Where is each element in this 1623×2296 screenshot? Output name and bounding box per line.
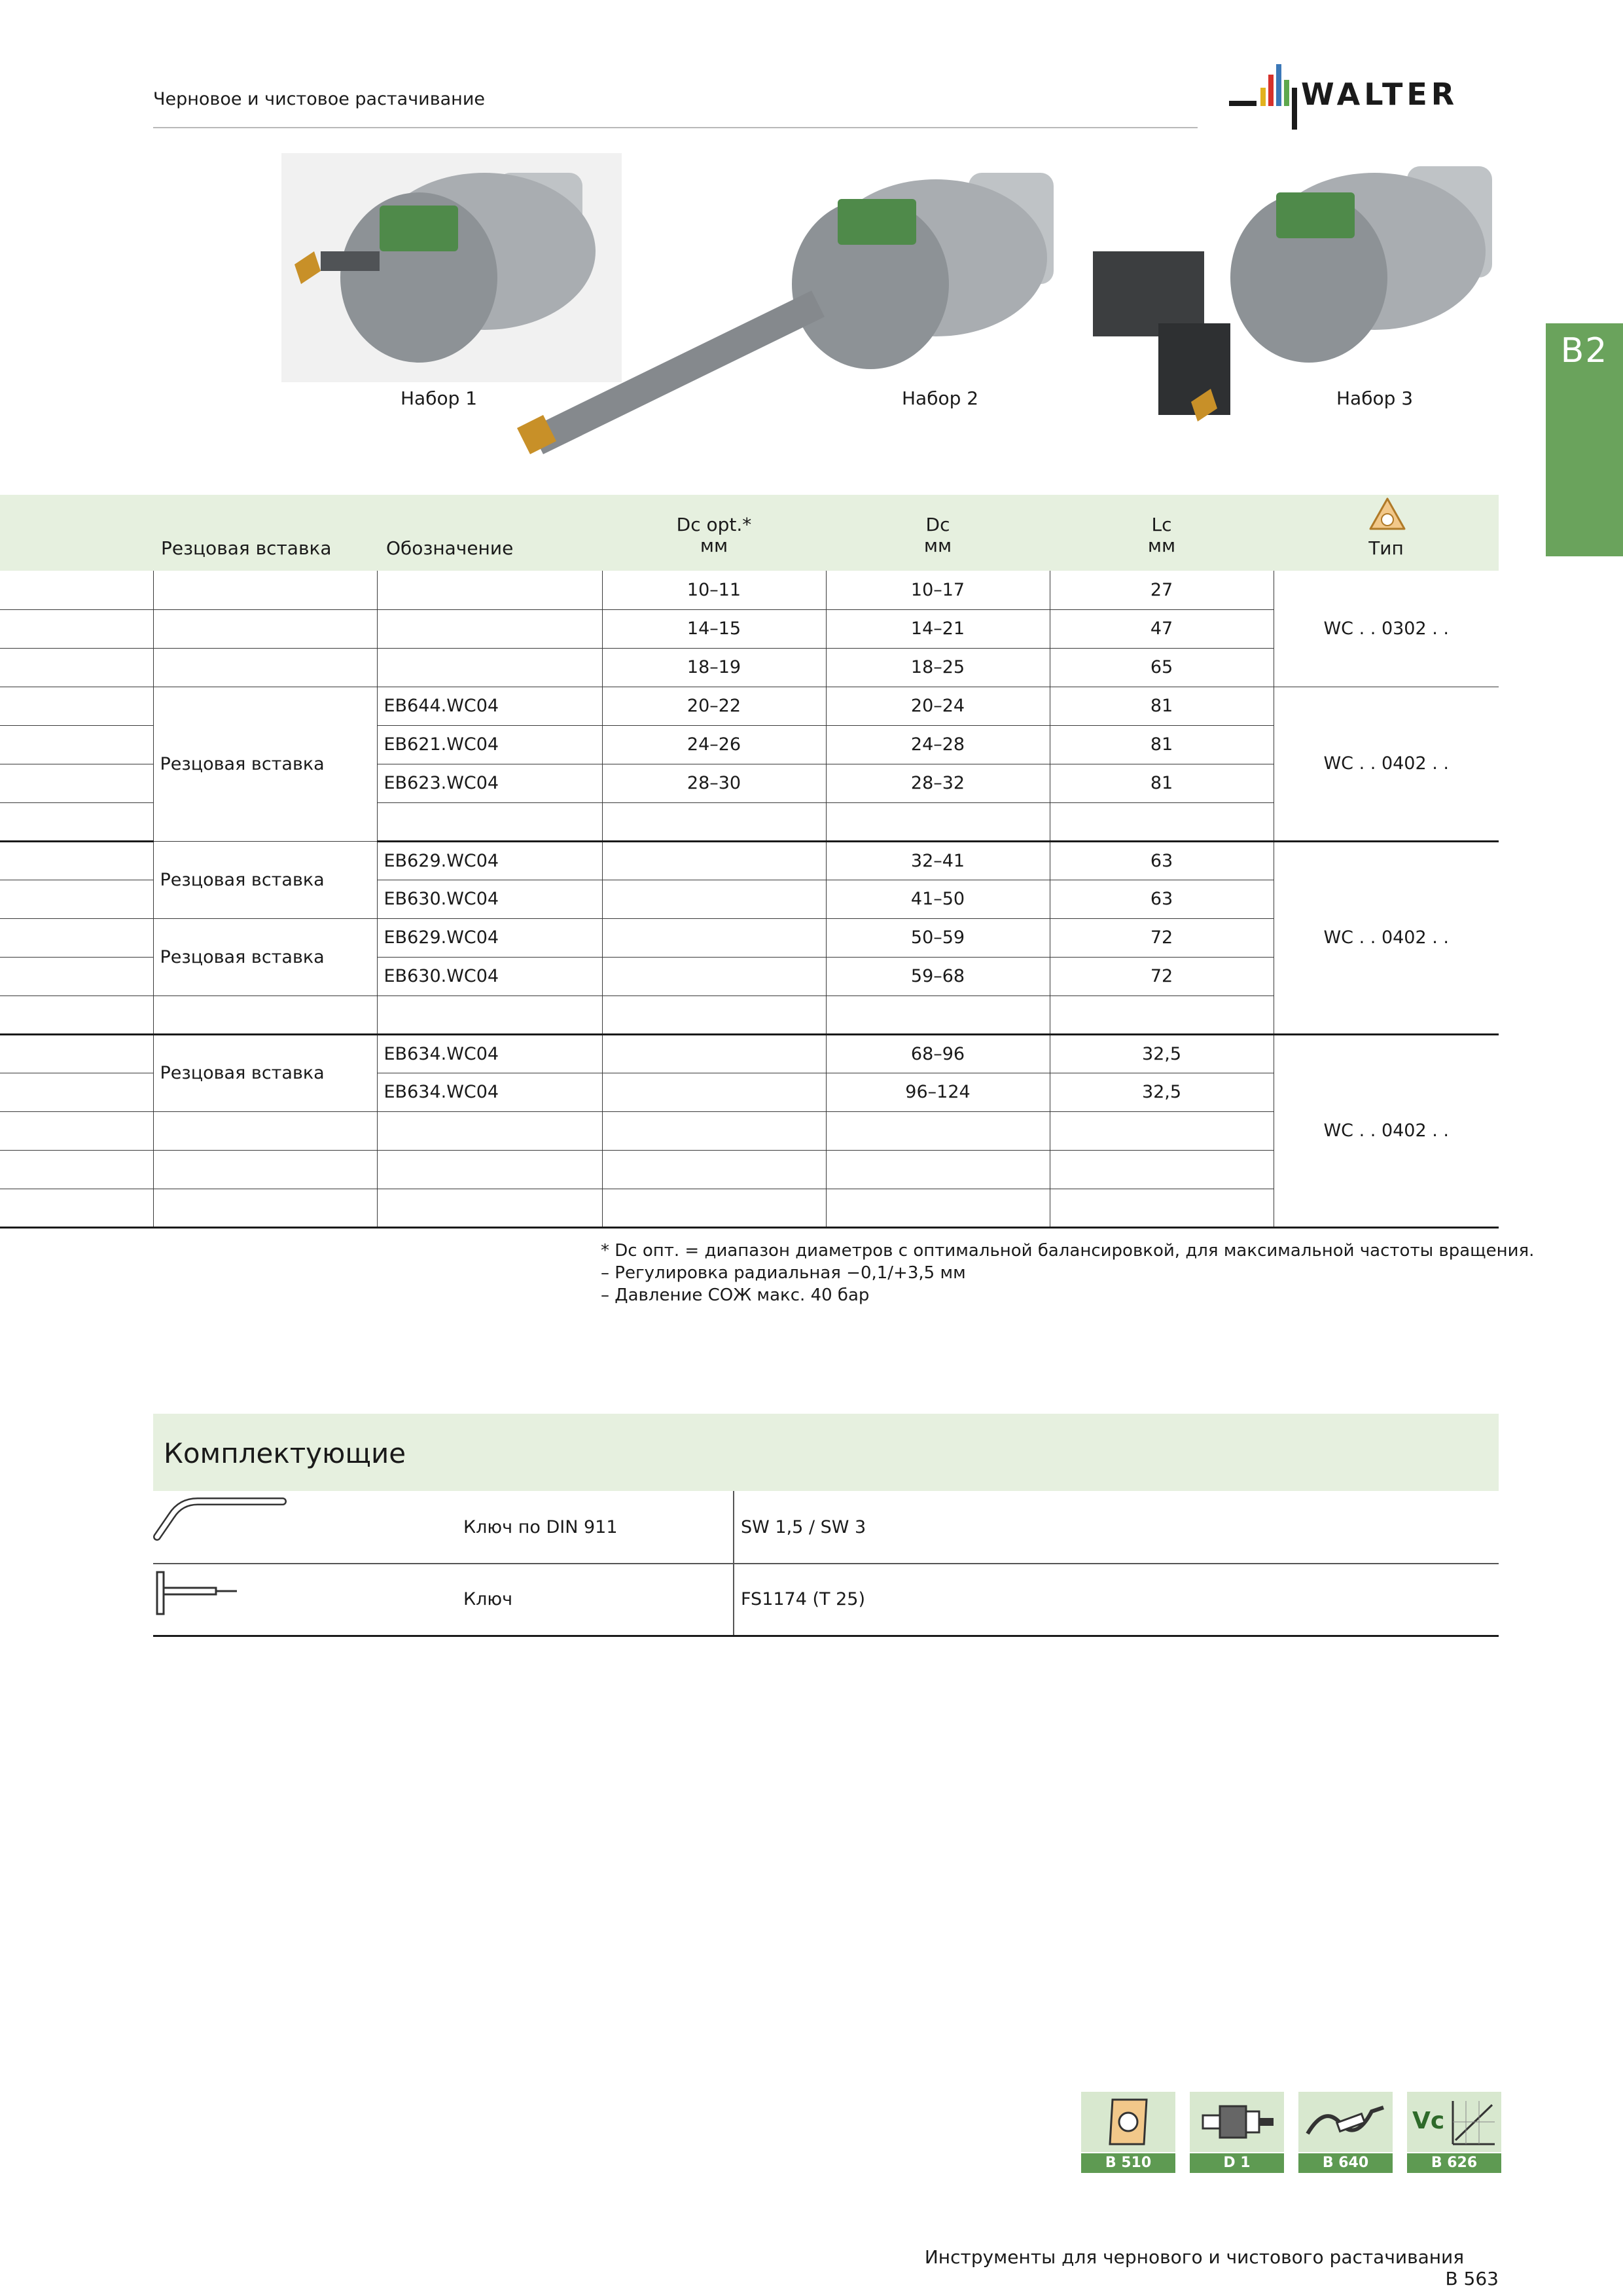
section-tab-label: B2 bbox=[1560, 331, 1609, 370]
dc-cell: 41–50 bbox=[826, 880, 1050, 918]
insert-cell: Резцовая вставка bbox=[153, 918, 377, 996]
header-dc-opt bbox=[602, 514, 826, 556]
row-spacer-cell bbox=[0, 1034, 153, 1073]
dc-opt-cell bbox=[602, 1034, 826, 1073]
accessories-bottom-rule bbox=[153, 1635, 1499, 1637]
t-key-icon bbox=[152, 1568, 243, 1621]
dc-opt-cell: 28–30 bbox=[602, 764, 826, 802]
ref-b626[interactable] bbox=[1407, 2092, 1501, 2173]
row-spacer-cell bbox=[0, 725, 153, 764]
dc-cell: 50–59 bbox=[826, 918, 1050, 957]
insert-cell: Резцовая вставка bbox=[153, 1034, 377, 1111]
type-cell: WC . . 0402 . . bbox=[1274, 841, 1499, 1034]
dc-cell: 18–25 bbox=[826, 648, 1050, 687]
kit-2-label: Набор 2 bbox=[902, 387, 979, 409]
header-dc-label: Dc bbox=[925, 514, 950, 535]
dc-opt-cell bbox=[602, 918, 826, 957]
row-spacer-cell bbox=[0, 802, 153, 841]
row-spacer-cell bbox=[0, 957, 153, 996]
insert-cell bbox=[153, 609, 377, 648]
table-row bbox=[0, 571, 1499, 609]
table-row bbox=[0, 687, 1499, 725]
insert-icon bbox=[1081, 2092, 1175, 2152]
dc-opt-cell bbox=[602, 1189, 826, 1227]
dc-cell bbox=[826, 1111, 1050, 1150]
lc-cell: 47 bbox=[1050, 609, 1274, 648]
designation-cell bbox=[377, 609, 602, 648]
designation-cell bbox=[377, 802, 602, 841]
accessory-1-value: SW 1,5 / SW 3 bbox=[741, 1517, 866, 1537]
lc-cell: 81 bbox=[1050, 764, 1274, 802]
header-dc-opt-label: Dc opt.* bbox=[676, 514, 752, 535]
dc-cell bbox=[826, 1150, 1050, 1189]
accessory-row-divider bbox=[153, 1563, 1499, 1564]
lc-cell bbox=[1050, 1189, 1274, 1227]
dc-cell: 24–28 bbox=[826, 725, 1050, 764]
lc-cell: 72 bbox=[1050, 918, 1274, 957]
lc-cell: 81 bbox=[1050, 725, 1274, 764]
type-cell: WC . . 0402 . . bbox=[1274, 687, 1499, 841]
row-spacer-cell bbox=[0, 1150, 153, 1189]
dc-cell bbox=[826, 996, 1050, 1034]
holder-icon bbox=[1190, 2092, 1284, 2152]
kit-2-image bbox=[510, 153, 1086, 467]
header-type: Тип bbox=[1368, 537, 1404, 559]
lc-cell: 27 bbox=[1050, 571, 1274, 609]
kit-1-label: Набор 1 bbox=[401, 387, 478, 409]
header-insert: Резцовая вставка bbox=[161, 537, 332, 559]
page-number: B 563 bbox=[1445, 2268, 1499, 2289]
row-spacer-cell bbox=[0, 764, 153, 802]
header-divider bbox=[153, 127, 1198, 128]
dc-opt-cell: 20–22 bbox=[602, 687, 826, 725]
lc-cell: 63 bbox=[1050, 880, 1274, 918]
insert-cell bbox=[153, 648, 377, 687]
kit-3-label: Набор 3 bbox=[1336, 387, 1414, 409]
lc-cell bbox=[1050, 1150, 1274, 1189]
row-spacer-cell bbox=[0, 609, 153, 648]
dc-cell: 68–96 bbox=[826, 1034, 1050, 1073]
dc-cell: 20–24 bbox=[826, 687, 1050, 725]
footer-title: Инструменты для чернового и чистового растачивания bbox=[924, 2246, 1465, 2268]
insert-type-icon bbox=[1365, 495, 1410, 539]
ref-b626-label: B 626 bbox=[1407, 2153, 1501, 2173]
ref-b510-label: B 510 bbox=[1081, 2153, 1175, 2173]
dc-cell bbox=[826, 802, 1050, 841]
row-spacer-cell bbox=[0, 918, 153, 957]
page-header-title: Черновое и чистовое растачивание bbox=[153, 89, 485, 109]
designation-cell: EB630.WC04 bbox=[377, 957, 602, 996]
table-row bbox=[0, 1034, 1499, 1073]
lc-cell bbox=[1050, 996, 1274, 1034]
dc-opt-cell bbox=[602, 841, 826, 880]
insert-cell bbox=[153, 1111, 377, 1150]
dc-cell: 28–32 bbox=[826, 764, 1050, 802]
dc-opt-cell: 18–19 bbox=[602, 648, 826, 687]
designation-cell: EB644.WC04 bbox=[377, 687, 602, 725]
walter-logo bbox=[1229, 62, 1500, 130]
accessories-header bbox=[153, 1414, 1499, 1491]
dc-cell: 32–41 bbox=[826, 841, 1050, 880]
accessories-title: Комплектующие bbox=[164, 1437, 406, 1469]
designation-cell bbox=[377, 1111, 602, 1150]
insert-cell bbox=[153, 1189, 377, 1227]
dc-opt-cell bbox=[602, 880, 826, 918]
header-dc-opt-unit: мм bbox=[700, 535, 728, 556]
row-spacer-cell bbox=[0, 996, 153, 1034]
ref-b510[interactable] bbox=[1081, 2092, 1175, 2173]
dc-opt-cell bbox=[602, 1150, 826, 1189]
accessory-2-value: FS1174 (T 25) bbox=[741, 1589, 865, 1609]
row-spacer-cell bbox=[0, 1111, 153, 1150]
footnote-coolant-pressure: – Давление СОЖ макс. 40 бар bbox=[601, 1285, 870, 1305]
footnote-dc-opt: * Dc опт. = диапазон диаметров с оптимальной балансировкой, для максимальной частоты вращения. bbox=[601, 1241, 1535, 1261]
row-spacer-cell bbox=[0, 687, 153, 725]
svg-text:Vc: Vc bbox=[1412, 2108, 1445, 2134]
dc-opt-cell bbox=[602, 802, 826, 841]
row-spacer-cell bbox=[0, 1189, 153, 1227]
lc-cell bbox=[1050, 802, 1274, 841]
row-spacer-cell bbox=[0, 648, 153, 687]
section-tab[interactable] bbox=[1546, 323, 1623, 556]
row-spacer-cell bbox=[0, 571, 153, 609]
dc-opt-cell bbox=[602, 1073, 826, 1111]
kit-3-image bbox=[1086, 153, 1505, 428]
lc-cell: 65 bbox=[1050, 648, 1274, 687]
row-spacer-cell bbox=[0, 841, 153, 880]
ref-b640[interactable] bbox=[1298, 2092, 1393, 2173]
ref-d1-label: D 1 bbox=[1190, 2153, 1284, 2173]
type-cell: WC . . 0302 . . bbox=[1274, 571, 1499, 687]
footnote-radial-adjust: – Регулировка радиальная −0,1/+3,5 мм bbox=[601, 1263, 966, 1283]
dc-opt-cell bbox=[602, 996, 826, 1034]
header-lc bbox=[1050, 514, 1274, 556]
page-footer bbox=[916, 2246, 1499, 2289]
drill-icon bbox=[1298, 2092, 1393, 2152]
cutting-speed-icon bbox=[1407, 2092, 1501, 2152]
lc-cell: 63 bbox=[1050, 841, 1274, 880]
designation-cell: EB630.WC04 bbox=[377, 880, 602, 918]
type-cell: WC . . 0402 . . bbox=[1274, 1034, 1499, 1227]
designation-cell bbox=[377, 996, 602, 1034]
designation-cell: EB634.WC04 bbox=[377, 1073, 602, 1111]
designation-cell: EB629.WC04 bbox=[377, 918, 602, 957]
lc-cell: 32,5 bbox=[1050, 1034, 1274, 1073]
insert-cell: Резцовая вставка bbox=[153, 687, 377, 841]
dc-cell: 59–68 bbox=[826, 957, 1050, 996]
header-designation: Обозначение bbox=[386, 537, 514, 559]
dc-opt-cell bbox=[602, 1111, 826, 1150]
accessory-2-name: Ключ bbox=[463, 1589, 513, 1609]
header-lc-unit: мм bbox=[1147, 535, 1176, 556]
dc-cell: 10–17 bbox=[826, 571, 1050, 609]
dc-opt-cell: 14–15 bbox=[602, 609, 826, 648]
ref-b640-label: B 640 bbox=[1298, 2153, 1393, 2173]
insert-cell bbox=[153, 996, 377, 1034]
designation-cell: EB634.WC04 bbox=[377, 1034, 602, 1073]
hex-key-icon bbox=[152, 1496, 292, 1549]
accessory-1-name: Ключ по DIN 911 bbox=[463, 1517, 618, 1537]
insert-cell: Резцовая вставка bbox=[153, 841, 377, 918]
lc-cell: 81 bbox=[1050, 687, 1274, 725]
table-row bbox=[0, 841, 1499, 880]
designation-cell bbox=[377, 1150, 602, 1189]
designation-cell: EB621.WC04 bbox=[377, 725, 602, 764]
header-dc bbox=[826, 514, 1050, 556]
lc-cell: 32,5 bbox=[1050, 1073, 1274, 1111]
dc-cell bbox=[826, 1189, 1050, 1227]
designation-cell: EB623.WC04 bbox=[377, 764, 602, 802]
designation-cell bbox=[377, 648, 602, 687]
header-lc-label: Lc bbox=[1151, 514, 1172, 535]
ref-d1[interactable] bbox=[1190, 2092, 1284, 2173]
designation-cell: EB629.WC04 bbox=[377, 841, 602, 880]
insert-cell bbox=[153, 1150, 377, 1189]
dc-cell: 96–124 bbox=[826, 1073, 1050, 1111]
row-spacer-cell bbox=[0, 1073, 153, 1111]
designation-cell bbox=[377, 571, 602, 609]
insert-cell bbox=[153, 571, 377, 609]
row-spacer-cell bbox=[0, 880, 153, 918]
dc-cell: 14–21 bbox=[826, 609, 1050, 648]
tool-table bbox=[0, 571, 1499, 1229]
svg-text:WALTER: WALTER bbox=[1301, 77, 1459, 112]
dc-opt-cell: 10–11 bbox=[602, 571, 826, 609]
dc-opt-cell: 24–26 bbox=[602, 725, 826, 764]
dc-opt-cell bbox=[602, 957, 826, 996]
lc-cell: 72 bbox=[1050, 957, 1274, 996]
header-dc-unit: мм bbox=[923, 535, 952, 556]
lc-cell bbox=[1050, 1111, 1274, 1150]
table-header bbox=[0, 495, 1499, 571]
designation-cell bbox=[377, 1189, 602, 1227]
